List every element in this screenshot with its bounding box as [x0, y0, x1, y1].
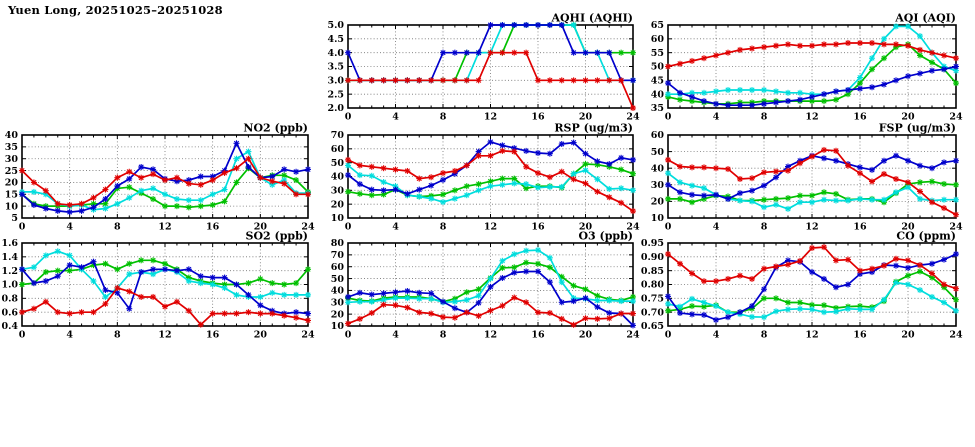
x-tick-label: 24: [301, 221, 315, 233]
y-tick-label: 1.6: [1, 238, 18, 250]
aqhi-plot: [320, 11, 647, 130]
chart-title: CO (ppm): [896, 229, 956, 243]
x-tick-label: 20: [901, 111, 915, 123]
y-tick-label: 0.4: [1, 321, 18, 333]
x-tick-label: 8: [760, 111, 768, 123]
y-tick-label: 20: [330, 309, 344, 321]
x-tick-label: 20: [253, 329, 267, 341]
x-tick-label: 0: [18, 329, 26, 341]
x-tick-label: 8: [760, 329, 768, 341]
x-tick-label: 0: [18, 221, 26, 233]
x-tick-label: 16: [853, 221, 867, 233]
y-tick-label: 3.5: [327, 61, 344, 73]
x-tick-label: 12: [158, 221, 172, 233]
y-tick-label: 35: [650, 103, 664, 115]
y-tick-label: 1.0: [1, 279, 18, 291]
y-tick-label: 4.0: [327, 47, 344, 59]
y-tick-label: 30: [330, 297, 344, 309]
chart-title: SO2 (ppb): [245, 229, 308, 243]
x-tick-label: 12: [483, 111, 498, 123]
y-tick-label: 50: [650, 61, 664, 73]
y-tick-label: 60: [650, 34, 664, 46]
y-tick-label: 70: [330, 250, 344, 262]
y-tick-label: 60: [330, 261, 344, 273]
chart-title: FSP (ug/m3): [878, 121, 956, 135]
y-tick-label: 0.65: [640, 321, 664, 333]
x-tick-label: 0: [344, 221, 352, 233]
x-tick-label: 8: [439, 111, 447, 123]
x-tick-label: 8: [760, 221, 768, 233]
y-tick-label: 0.85: [640, 265, 664, 277]
y-tick-label: 65: [650, 20, 664, 32]
y-tick-label: 0.8: [1, 293, 18, 305]
y-tick-label: 40: [4, 130, 18, 142]
aqi-plot: [640, 11, 970, 130]
x-tick-label: 4: [712, 111, 720, 123]
x-tick-label: 4: [392, 329, 399, 341]
x-tick-label: 20: [901, 329, 915, 341]
y-tick-label: 1.2: [1, 265, 18, 277]
so2-plot: [0, 229, 322, 348]
y-tick-label: 40: [650, 163, 664, 175]
x-tick-label: 0: [664, 329, 672, 341]
y-tick-label: 30: [650, 180, 664, 191]
y-tick-label: 15: [4, 189, 18, 201]
x-tick-label: 12: [805, 221, 819, 233]
y-tick-label: 60: [330, 144, 344, 156]
y-tick-label: 10: [330, 321, 344, 333]
x-tick-label: 12: [805, 111, 819, 123]
y-tick-label: 2.5: [327, 89, 344, 101]
x-tick-label: 16: [531, 221, 545, 233]
y-tick-label: 35: [4, 142, 18, 154]
y-tick-label: 30: [330, 185, 344, 197]
y-tick-label: 25: [4, 165, 18, 177]
x-tick-label: 4: [392, 221, 399, 233]
x-tick-label: 12: [483, 329, 498, 341]
x-tick-label: 20: [578, 329, 593, 341]
y-tick-label: 0.95: [640, 238, 664, 250]
y-tick-label: 2.0: [327, 103, 344, 115]
chart-title: NO2 (ppb): [243, 121, 308, 135]
y-tick-label: 55: [650, 47, 664, 59]
y-tick-label: 5.0: [327, 20, 344, 32]
y-tick-label: 40: [650, 89, 664, 101]
y-tick-label: 50: [330, 157, 344, 169]
x-tick-label: 12: [158, 329, 172, 341]
x-tick-label: 16: [853, 329, 867, 341]
x-tick-label: 20: [253, 221, 267, 233]
y-tick-label: 80: [330, 238, 344, 250]
x-tick-label: 20: [578, 221, 593, 233]
x-tick-label: 0: [664, 111, 672, 123]
x-tick-label: 24: [626, 111, 640, 123]
x-tick-label: 8: [439, 329, 447, 341]
x-tick-label: 24: [301, 329, 315, 341]
fsp-plot: [640, 121, 970, 240]
rsp-plot: [320, 121, 647, 240]
no2-plot: [0, 121, 322, 240]
x-tick-label: 24: [949, 221, 963, 233]
x-tick-label: 16: [853, 111, 867, 123]
y-tick-label: 0.6: [1, 307, 18, 319]
page-title: Yuen Long, 20251025–20251028: [8, 3, 223, 17]
x-tick-label: 4: [712, 329, 720, 341]
y-tick-label: 20: [4, 177, 18, 189]
x-tick-label: 4: [66, 221, 73, 233]
y-tick-label: 3.0: [327, 75, 344, 87]
y-tick-label: 4.5: [327, 34, 344, 46]
o3-plot: [320, 229, 647, 348]
y-tick-label: 0.80: [640, 279, 664, 291]
y-tick-label: 40: [330, 171, 344, 183]
x-tick-label: 24: [626, 329, 640, 341]
chart-title: RSP (ug/m3): [554, 121, 633, 135]
x-tick-label: 4: [392, 111, 399, 123]
x-tick-label: 12: [805, 329, 819, 341]
y-tick-label: 45: [650, 75, 664, 87]
y-tick-label: 10: [330, 213, 344, 225]
y-tick-label: 10: [4, 201, 18, 213]
y-tick-label: 20: [650, 196, 664, 208]
y-tick-label: 40: [330, 285, 344, 297]
x-tick-label: 8: [114, 329, 121, 341]
x-tick-label: 24: [949, 329, 963, 341]
y-tick-label: 0.70: [640, 307, 664, 319]
y-tick-label: 0.90: [640, 252, 664, 264]
y-tick-label: 50: [650, 146, 664, 158]
x-tick-label: 0: [344, 111, 352, 123]
chart-title: AQI (AQI): [895, 11, 956, 25]
x-tick-label: 16: [206, 221, 220, 233]
x-tick-label: 12: [483, 221, 498, 233]
x-tick-label: 20: [901, 221, 915, 233]
x-tick-label: 16: [531, 329, 545, 341]
x-tick-label: 24: [949, 111, 963, 123]
y-tick-label: 1.4: [1, 252, 18, 264]
y-tick-label: 0.75: [640, 293, 664, 305]
x-tick-label: 16: [206, 329, 220, 341]
series-green: [345, 161, 636, 200]
chart-title: AQHI (AQHI): [551, 11, 633, 25]
x-tick-label: 20: [578, 111, 593, 123]
chart-title: O3 (ppb): [578, 229, 633, 243]
y-tick-label: 50: [330, 273, 344, 285]
y-tick-label: 60: [650, 130, 664, 142]
co-plot: [640, 229, 970, 348]
x-tick-label: 8: [114, 221, 121, 233]
x-tick-label: 0: [664, 221, 672, 233]
x-tick-label: 0: [344, 329, 352, 341]
x-tick-label: 24: [626, 221, 640, 233]
x-tick-label: 4: [712, 221, 720, 233]
x-tick-label: 4: [66, 329, 73, 341]
y-tick-label: 5: [11, 213, 18, 225]
x-tick-label: 8: [439, 221, 447, 233]
y-tick-label: 30: [4, 153, 18, 165]
y-tick-label: 10: [650, 213, 664, 225]
y-tick-label: 70: [330, 130, 344, 142]
y-tick-label: 20: [330, 199, 344, 211]
x-tick-label: 16: [531, 111, 545, 123]
